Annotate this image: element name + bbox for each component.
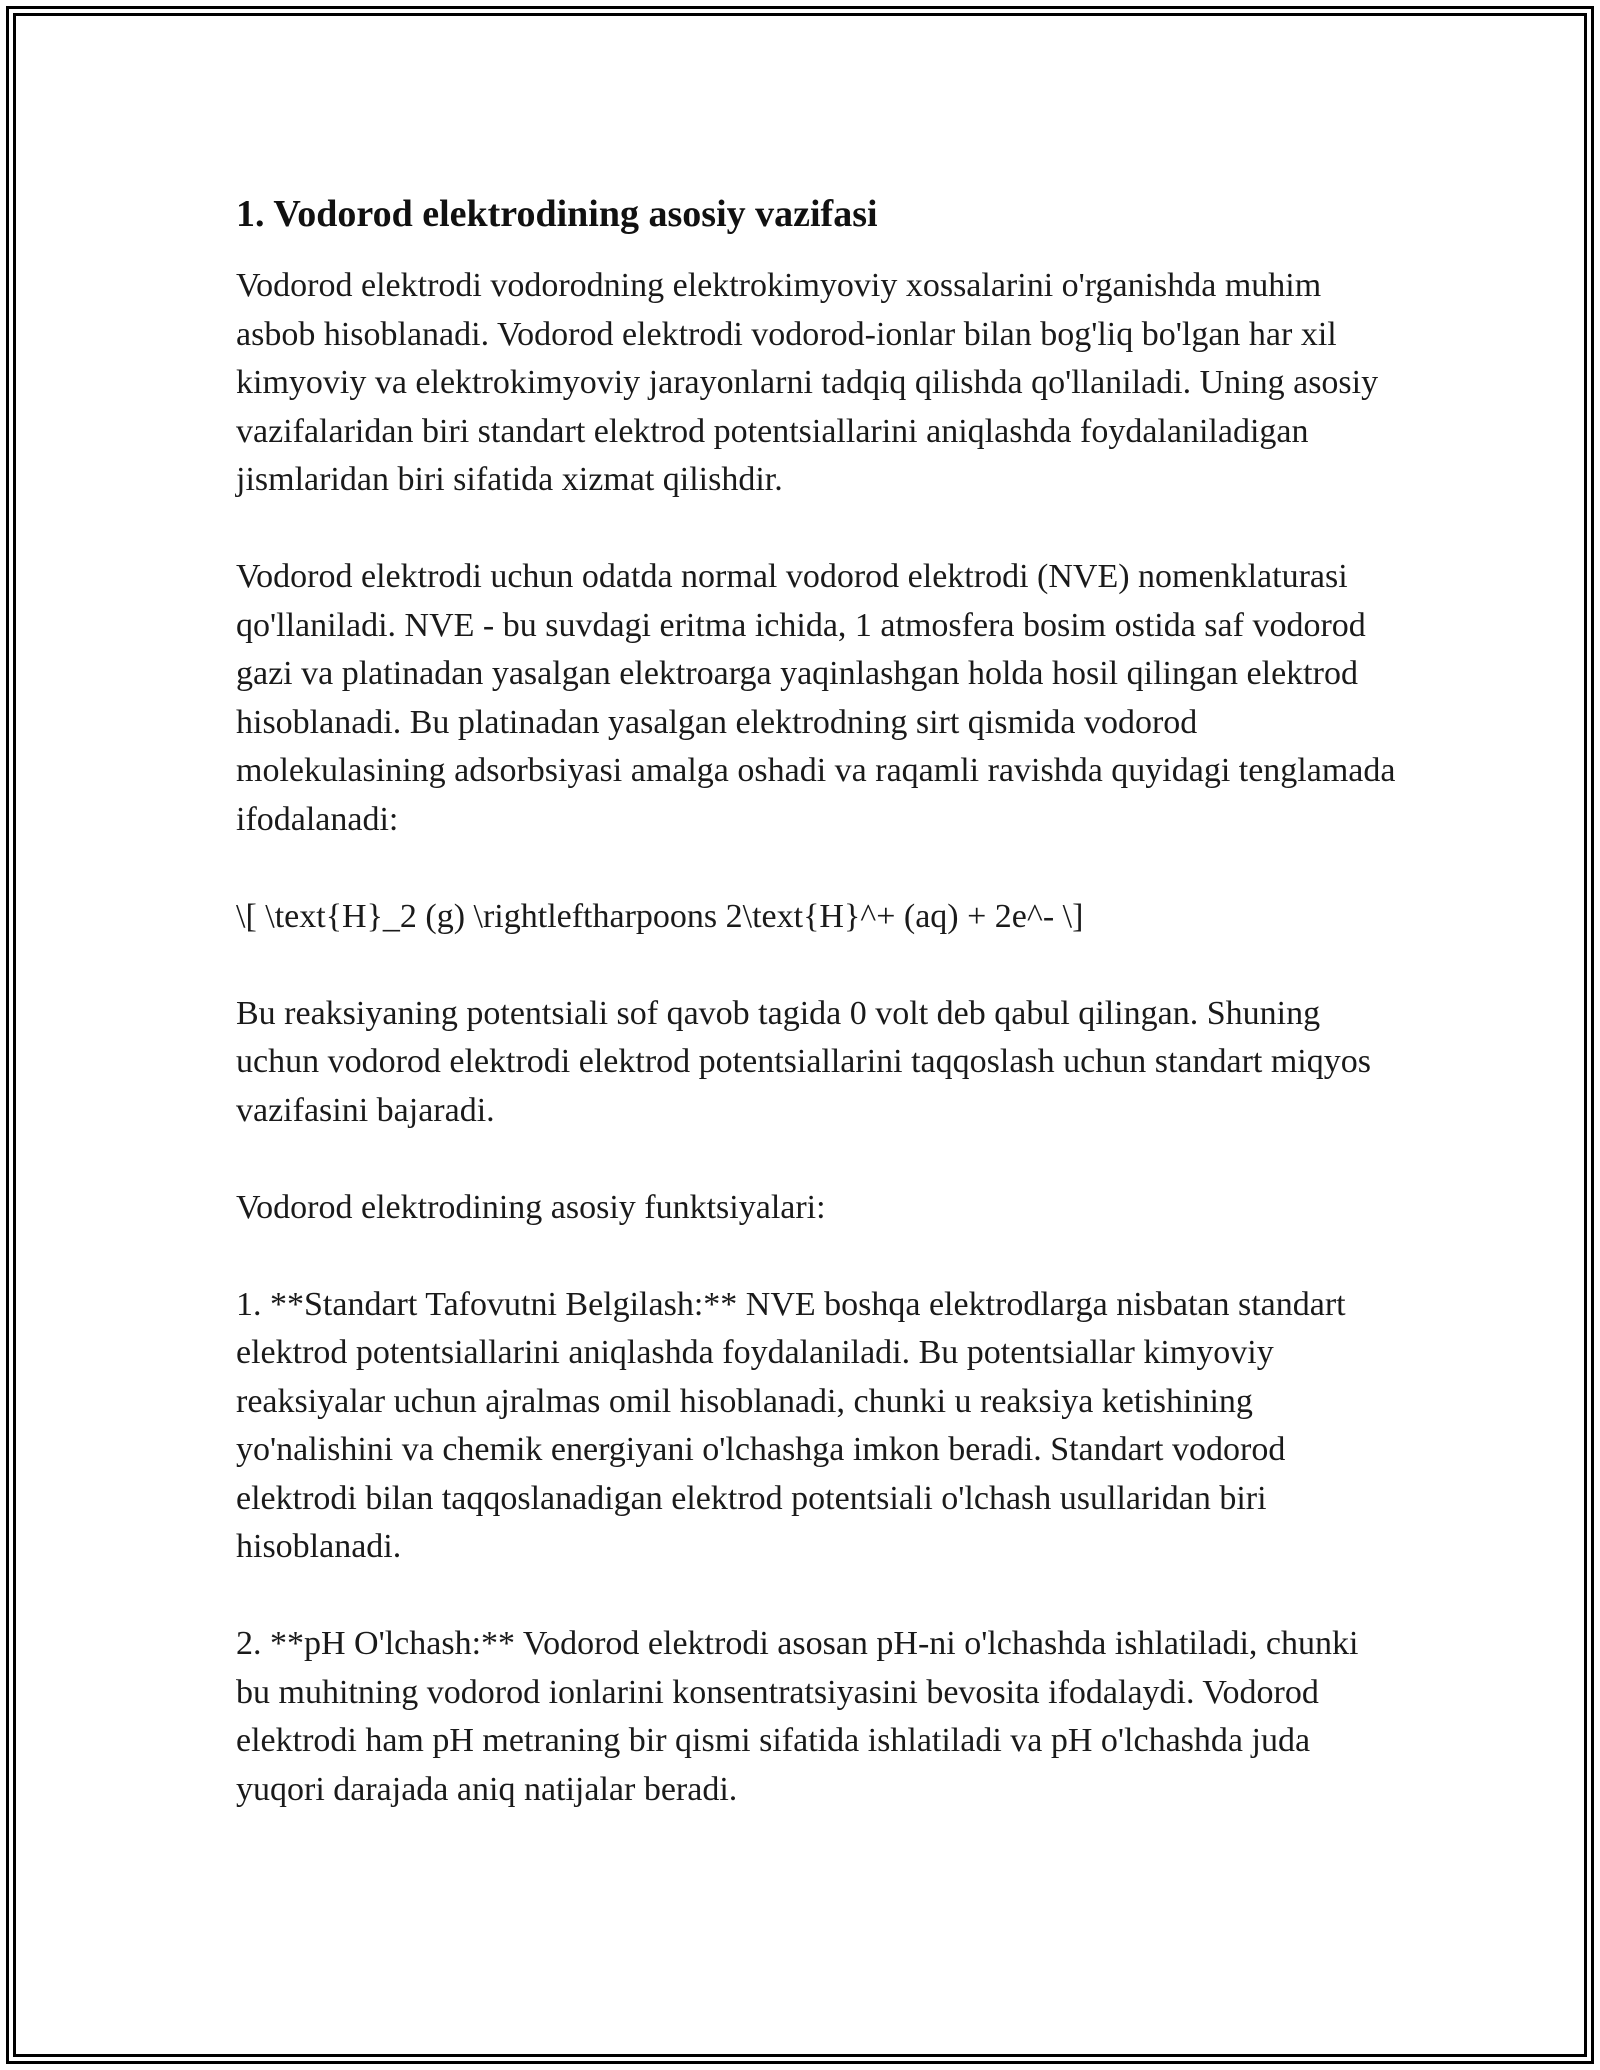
paragraph-functions-intro: Vodorod elektrodining asosiy funktsiyalari: bbox=[236, 1188, 826, 1226]
equation-text: \[ \text{H}_2 (g) \rightleftharpoons 2\text{H}^+ (aq) + 2e^- \] bbox=[236, 897, 1084, 935]
section-heading: 1. Vodorod elektrodining asosiy vazifasi bbox=[236, 193, 878, 235]
list-item-standard: 1. **Standart Tafovutni Belgilash:** NVE boshqa elektrodlarga nisbatan standart elektrod potentsiallarini aniqlashda foydalaniladi. Bu potentsiallar kimyoviy reaksiyalar uchun ajralmas omil hisoblanadi, chunki u reaksiya ketishining yo'nalishini va chemik energiyani o'lchashga imkon beradi. Standart vodorod elektrodi bilan taqqoslanadigan elektrod potentsiali o'lchash usullaridan biri hisoblanadi. bbox=[236, 1285, 1346, 1565]
document-body bbox=[236, 188, 1396, 1863]
paragraph-nve-description: Vodorod elektrodi uchun odatda normal vodorod elektrodi (NVE) nomenklaturasi qo'llaniladi. NVE - bu suvdagi eritma ichida, 1 atmosfera bosim ostida saf vodorod gazi va platinadan yasalgan elektroarga yaqinlashgan holda hosil qilingan elektrod hisoblanadi. Bu platinadan yasalgan elektrodning sirt qismida vodorod molekulasining adsorbsiyasi amalga oshadi va raqamli ravishda quyidagi tenglamada ifodalanadi: bbox=[236, 558, 1396, 838]
paragraph-intro: Vodorod elektrodi vodorodning elektrokimyoviy xossalarini o'rganishda muhim asbob hisoblanadi. Vodorod elektrodi vodorod-ionlar bilan bog'liq bo'lgan har xil kimyoviy va elektrokimyoviy jarayonlarni tadqiq qilishda qo'llaniladi. Uning asosiy vazifalaridan biri standart elektrod potentsiallarini aniqlashda foydalaniladigan jismlaridan biri sifatida xizmat qilishdir. bbox=[236, 267, 1379, 498]
paragraph-potential: Bu reaksiyaning potentsiali sof qavob tagida 0 volt deb qabul qilingan. Shuning uchun vodorod elektrodi elektrod potentsiallarini taqqoslash uchun standart miqyos vazifasini bajaradi. bbox=[236, 994, 1371, 1129]
list-item-ph: 2. **pH O'lchash:** Vodorod elektrodi asosan pH-ni o'lchashda ishlatiladi, chunki bu muhitning vodorod ionlarini konsentratsiyasini bevosita ifodalaydi. Vodorod elektrodi ham pH metraning bir qismi sifatida ishlatiladi va pH o'lchashda juda yuqori darajada aniq natijalar beradi. bbox=[236, 1625, 1359, 1808]
